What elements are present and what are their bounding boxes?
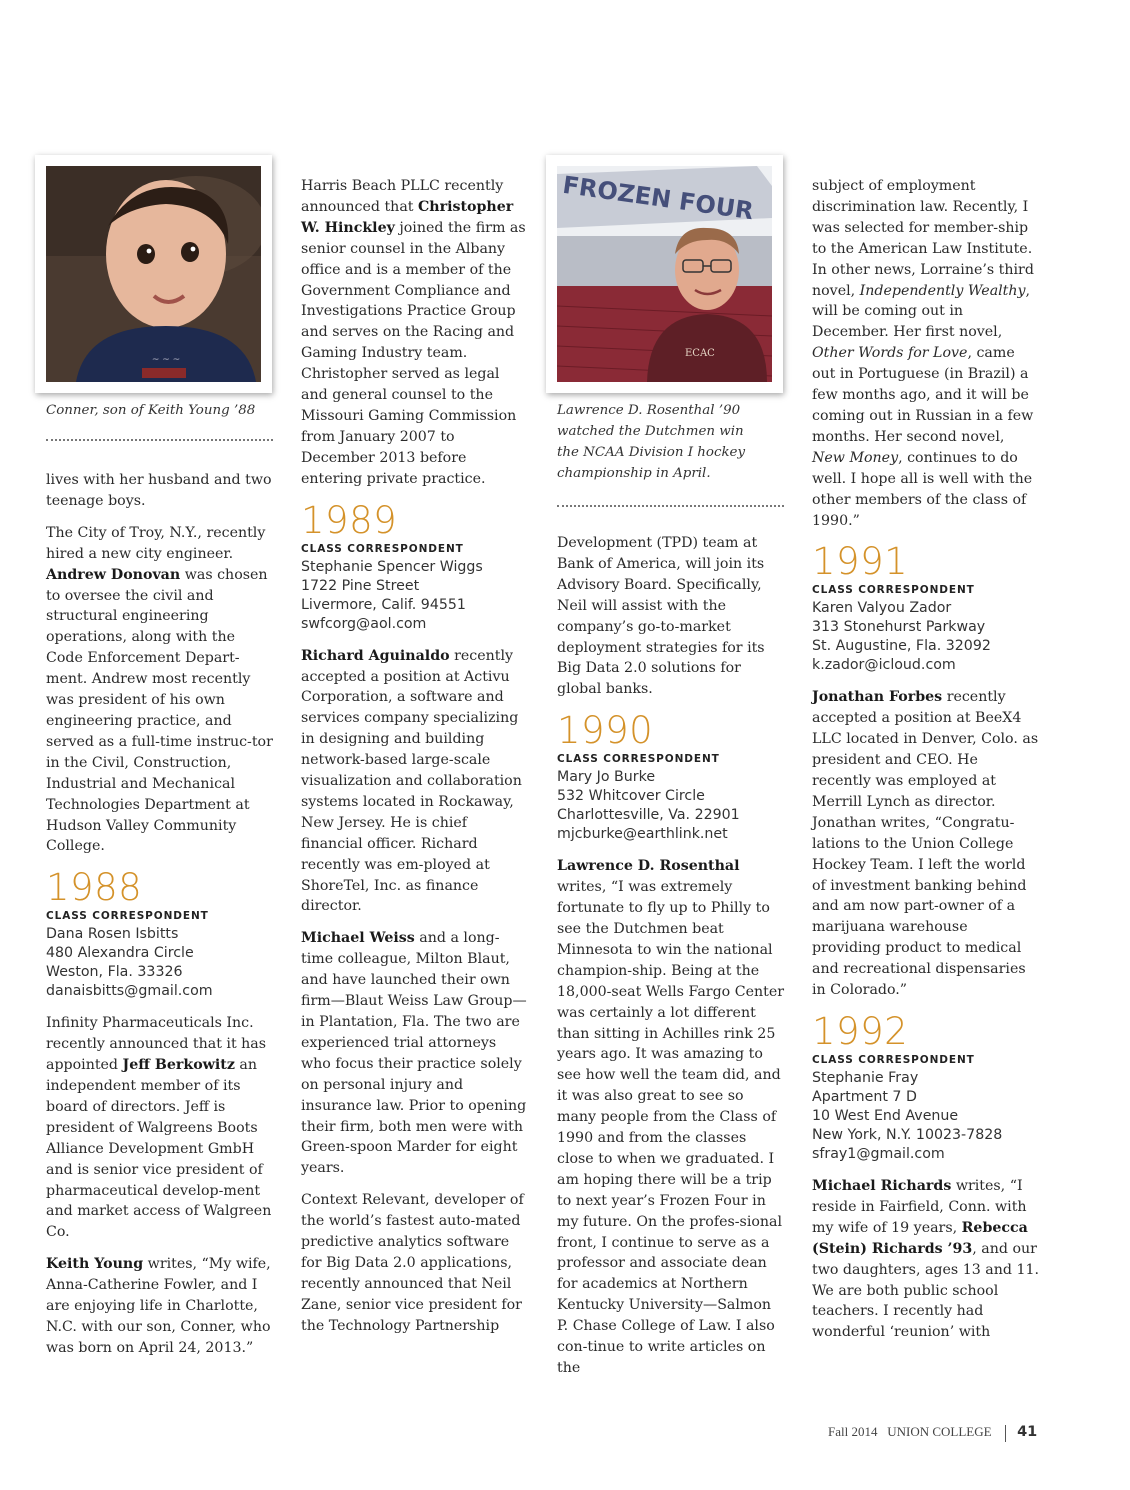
name-jonathan-forbes: Jonathan Forbes <box>812 689 943 706</box>
photo-conner <box>46 166 261 382</box>
column-1 <box>46 470 274 1370</box>
class-year-1990: 1990 <box>557 709 654 753</box>
paragraph-aguinaldo: Richard Aguinaldo recently accepted a position at Activu Corporation, a software and services company specializing in designing and building network-based large-scale visualization and collaboration systems located in Rockaway, New Jersey. He is chief financial officer. Richard recently was em-ployed at ShoreTel, Inc. as finance director. <box>301 647 522 915</box>
correspondent-1989: Stephanie Spencer Wiggs 1722 Pine Street Livermore, Calif. 94551 swfcorg@aol.com <box>301 558 529 634</box>
class-correspondent-label: CLASS CORRESPONDENT <box>46 910 209 923</box>
caption-divider-2 <box>557 505 784 507</box>
photo-rosenthal-caption <box>557 400 787 484</box>
class-year-1992: 1992 <box>812 1010 909 1053</box>
class-year-1991: 1991 <box>812 540 909 584</box>
paragraph-young: Keith Young writes, “My wife, Anna-Catherine Fowler, and I are enjoying life in Charlotte, N.C. with our son, Conner, who was born on April 24, 2013.” <box>46 1256 271 1356</box>
correspondent-1988: Dana Rosen Isbitts 480 Alexandra Circle Weston, Fla. 33326 danaisbitts@gmail.com <box>46 925 274 1001</box>
email-link[interactable]: k.zador@icloud.com <box>812 657 956 674</box>
name-michael-richards: Michael Richards <box>812 1178 952 1194</box>
footer-divider <box>1005 1425 1006 1442</box>
novel-title: Other Words for Love <box>812 345 968 362</box>
paragraph-context-relevant: Context Relevant, developer of the world’s fastest auto-mated predictive analytics software for Big Data 2.0 applications, recently announced that Neil Zane, senior vice president for the Technology Partnership <box>301 1192 524 1334</box>
name-jeff-berkowitz: Jeff Berkowitz <box>122 1057 235 1074</box>
name-andrew-donovan: Andrew Donovan <box>46 566 181 583</box>
page-footer <box>828 1424 1037 1442</box>
caption-line: watched the Dutchmen win <box>557 424 744 439</box>
email-link[interactable]: swfcorg@aol.com <box>301 615 427 632</box>
name-michael-weiss: Michael Weiss <box>301 930 415 947</box>
name-lawrence-rosenthal: Lawrence D. Rosenthal <box>557 858 740 875</box>
name-christopher-hinckley: Christopher W. Hinckley <box>301 198 514 236</box>
paragraph-forbes: Jonathan Forbes recently accepted a position at BeeX4 LLC located in Denver, Colo. as president and CEO. He recently was employed at Merrill Lynch as director. Jonathan writes, “Congratu-lations to the Union College Hockey Team. I left the world of investment banking behind and am now part-owner of a marijuana warehouse providing product to medical and recreational dispensaries in Colorado.” <box>812 689 1039 999</box>
svg-text:~ ~ ~: ~ ~ ~ <box>151 355 181 365</box>
column-3 <box>557 533 785 1390</box>
photo-conner-caption: Conner, son of Keith Young ’88 <box>46 403 256 418</box>
novel-title: New Money <box>812 449 899 466</box>
name-rebecca-richards: Rebecca (Stein) Richards ’93 <box>812 1219 1028 1257</box>
paragraph-hinckley: Harris Beach PLLC recently announced that Christopher W. Hinckley joined the firm as senior counsel in the Albany office and is a member of the Government Compliance and Investigations Practice Group and serves on the Racing and Gaming Industry team. Christopher served as legal and general counsel to the Missouri Gaming Commission from January 2007 to December 2013 before entering private practice. <box>301 178 526 487</box>
email-link[interactable]: sfray1@gmail.com <box>812 1146 945 1162</box>
photo-conner-frame <box>35 155 272 393</box>
paragraph-richards: Michael Richards writes, “I reside in Fairfield, Conn. with my wife of 19 years, Rebecca (Stein) Richards ’93, and our two daughters, ages 13 and 11. We are both public school teachers. I recently had wonderful ‘reunion’ with <box>812 1178 1040 1341</box>
column-2 <box>301 176 529 1348</box>
paragraph-weiss: Michael Weiss and a long-time colleague, Milton Blaut, and have launched their own firm—Blaut Weiss Law Group—in Plantation, Fla. The two are experienced trial attorneys who focus their practice solely on personal injury and insurance law. Prior to opening their firm, both men were with Green-spoon Marder for eight years. <box>301 930 527 1177</box>
jersey-text: ECAC <box>685 348 715 359</box>
correspondent-1990: Mary Jo Burke 532 Whitcover Circle Charlottesville, Va. 22901 mjcburke@earthlink.net <box>557 768 785 844</box>
column-4 <box>812 176 1040 1354</box>
class-correspondent-label: CLASS CORRESPONDENT <box>557 753 720 766</box>
class-year-1988: 1988 <box>46 866 143 910</box>
name-keith-young: Keith Young <box>46 1256 144 1273</box>
caption-line: Lawrence D. Rosenthal ’90 <box>557 403 741 418</box>
email-link[interactable]: danaisbitts@gmail.com <box>46 983 213 1000</box>
class-correspondent-label: CLASS CORRESPONDENT <box>301 542 464 555</box>
photo-rosenthal-frame <box>546 155 783 393</box>
paragraph-rosenthal: Lawrence D. Rosenthal writes, “I was extremely fortunate to fly up to Philly to see the Dutchmen beat Minnesota to win the national champion-ship. Being at the 18,000-seat Wells Fargo Center was certainly a lot different than sitting in Achilles rink 25 years ago. It was amazing to see how well the team did, and it was also great to see so many people from the Class of 1990 and from the classes close to when we graduated. I am hoping there will be a trip to next year’s Frozen Four in my future. On the profes-sional front, I continue to serve as a professor and associate dean for academics at Northern Kentucky University—Salmon P. Chase College of Law. I also con-tinue to write articles on the <box>557 858 784 1376</box>
caption-divider-1 <box>46 439 273 441</box>
caption-line: the NCAA Division I hockey <box>557 445 746 460</box>
class-year-1989: 1989 <box>301 498 398 542</box>
banner-text: FROZEN FOUR <box>560 170 756 226</box>
footer-publication: UNION COLLEGE <box>887 1424 992 1439</box>
footer-issue: Fall 2014 <box>828 1424 878 1439</box>
correspondent-1992: Stephanie Fray Apartment 7 D 10 West End Avenue New York, N.Y. 10023-7828 sfray1@gmail.com <box>812 1069 1040 1164</box>
paragraph-continued: lives with her husband and two teenage boys. <box>46 472 272 509</box>
paragraph-donovan: The City of Troy, N.Y., recently hired a new city engineer. Andrew Donovan was chosen to oversee the civil and structural engineering operations, along with the Code Enforcement Depart-ment. Andrew most recently was president of his own engineering practice, and served as a full-time instruc-tor in the Civil, Construction, Industrial and Mechanical Technologies Department at Hudson Valley Community College. <box>46 524 273 855</box>
caption-line: championship in April. <box>557 466 711 481</box>
photo-rosenthal <box>557 166 772 382</box>
paragraph-rosenthal-continued: subject of employment discrimination law. Recently, I was selected for member-ship to the American Law Institute. In other news, Lorraine’s third novel, Independently Wealthy, will be coming out in December. Her first novel, Other Words for Love, came out in Portuguese (in Brazil) a few months ago, and it will be coming out in Russian in a few months. Her second novel, New Money, continues to do well. I hope all is well with the other members of the class of 1990.” <box>812 178 1034 529</box>
correspondent-1991: Karen Valyou Zador 313 Stonehurst Parkway St. Augustine, Fla. 32092 k.zador@icloud.com <box>812 599 1040 675</box>
page-number: 41 <box>1017 1424 1038 1440</box>
paragraph-berkowitz: Infinity Pharmaceuticals Inc. recently announced that it has appointed Jeff Berkowitz an independent member of its board of directors. Jeff is president of Walgreens Boots Alliance Development GmbH and is senior vice president of pharmaceutical develop-ment and market access of Walgreen Co. <box>46 1015 272 1241</box>
email-link[interactable]: mjcburke@earthlink.net <box>557 826 728 843</box>
paragraph-tpd: Development (TPD) team at Bank of America, will join its Advisory Board. Specifically, Neil will assist with the company’s go-to-market deployment strategies for its Big Data 2.0 solutions for global banks. <box>557 535 765 698</box>
class-correspondent-label: CLASS CORRESPONDENT <box>812 584 975 597</box>
novel-title: Independently Wealthy <box>859 282 1026 299</box>
class-correspondent-label: CLASS CORRESPONDENT <box>812 1054 975 1066</box>
name-richard-aguinaldo: Richard Aguinaldo <box>301 647 450 664</box>
